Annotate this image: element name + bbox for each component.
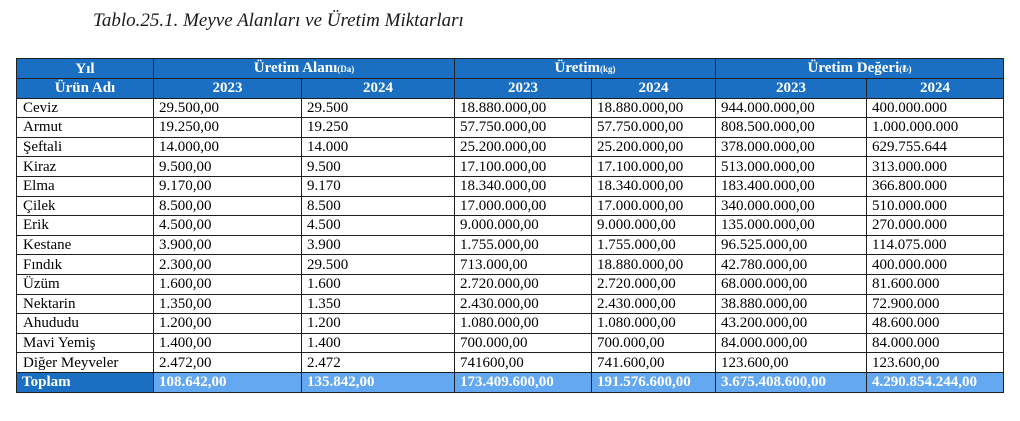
value-cell: 9.170,00 — [154, 176, 302, 196]
table-row — [17, 196, 1004, 216]
value-cell: 808.500.000,00 — [716, 118, 867, 138]
value-cell: 2.430.000,00 — [592, 294, 716, 314]
value-cell: 8.500,00 — [154, 196, 302, 216]
value-cell: 183.400.000,00 — [716, 176, 867, 196]
product-name-cell: Fındık — [17, 255, 154, 275]
table-row — [17, 274, 1004, 294]
value-cell: 19.250,00 — [154, 118, 302, 138]
table-row — [17, 235, 1004, 255]
table-row — [17, 314, 1004, 334]
total-cell: 135.842,00 — [302, 372, 455, 392]
table-footer — [17, 372, 1004, 392]
total-cell: 108.642,00 — [154, 372, 302, 392]
value-cell: 1.200 — [302, 314, 455, 334]
value-cell: 2.472,00 — [154, 353, 302, 373]
table-body — [17, 98, 1004, 372]
table-row — [17, 216, 1004, 236]
table-row — [17, 353, 1004, 373]
value-cell: 1.400 — [302, 333, 455, 353]
value-cell: 2.720.000,00 — [592, 274, 716, 294]
value-cell: 1.000.000.000 — [867, 118, 1004, 138]
value-cell: 1.350 — [302, 294, 455, 314]
product-name-cell: Şeftali — [17, 137, 154, 157]
header-year: 2024 — [302, 79, 455, 99]
value-cell: 1.080.000,00 — [455, 314, 592, 334]
header-group-unit: (Da) — [337, 64, 355, 74]
value-cell: 4.500 — [302, 216, 455, 236]
product-name-cell: Elma — [17, 176, 154, 196]
value-cell: 1.200,00 — [154, 314, 302, 334]
value-cell: 400.000.000 — [867, 255, 1004, 275]
value-cell: 378.000.000,00 — [716, 137, 867, 157]
value-cell: 1.350,00 — [154, 294, 302, 314]
header-row-years — [17, 79, 1004, 99]
value-cell: 25.200.000,00 — [592, 137, 716, 157]
value-cell: 700.000,00 — [592, 333, 716, 353]
value-cell: 1.755.000,00 — [455, 235, 592, 255]
product-name-cell: Ceviz — [17, 98, 154, 118]
value-cell: 741.600,00 — [592, 353, 716, 373]
table-row — [17, 98, 1004, 118]
total-cell: 4.290.854.244,00 — [867, 372, 1004, 392]
header-uretim-alani — [154, 59, 455, 79]
value-cell: 9.000.000,00 — [455, 216, 592, 236]
value-cell: 3.900,00 — [154, 235, 302, 255]
value-cell: 510.000.000 — [867, 196, 1004, 216]
value-cell: 17.100.000,00 — [455, 157, 592, 177]
value-cell: 1.600 — [302, 274, 455, 294]
product-name-cell: Nektarin — [17, 294, 154, 314]
header-uretim-degeri — [716, 59, 1004, 79]
value-cell: 4.500,00 — [154, 216, 302, 236]
value-cell: 84.000.000,00 — [716, 333, 867, 353]
value-cell: 9.500,00 — [154, 157, 302, 177]
value-cell: 629.755.644 — [867, 137, 1004, 157]
header-group-unit: (kg) — [600, 64, 616, 74]
value-cell: 14.000 — [302, 137, 455, 157]
value-cell: 38.880.000,00 — [716, 294, 867, 314]
value-cell: 57.750.000,00 — [455, 118, 592, 138]
header-uretim — [455, 59, 716, 79]
value-cell: 8.500 — [302, 196, 455, 216]
value-cell: 18.880.000,00 — [592, 255, 716, 275]
total-cell: 191.576.600,00 — [592, 372, 716, 392]
value-cell: 9.500 — [302, 157, 455, 177]
value-cell: 1.755.000,00 — [592, 235, 716, 255]
value-cell: 1.080.000,00 — [592, 314, 716, 334]
product-name-cell: Kestane — [17, 235, 154, 255]
value-cell: 42.780.000,00 — [716, 255, 867, 275]
table-row — [17, 255, 1004, 275]
header-group-label: Üretim Alanı — [253, 60, 338, 76]
value-cell: 43.200.000,00 — [716, 314, 867, 334]
value-cell: 18.880.000,00 — [592, 98, 716, 118]
value-cell: 17.000.000,00 — [592, 196, 716, 216]
value-cell: 1.400,00 — [154, 333, 302, 353]
product-name-cell: Mavi Yemiş — [17, 333, 154, 353]
value-cell: 48.600.000 — [867, 314, 1004, 334]
value-cell: 366.800.000 — [867, 176, 1004, 196]
product-name-cell: Çilek — [17, 196, 154, 216]
value-cell: 25.200.000,00 — [455, 137, 592, 157]
value-cell: 1.600,00 — [154, 274, 302, 294]
total-label: Toplam — [17, 372, 154, 392]
value-cell: 2.300,00 — [154, 255, 302, 275]
fruit-production-table — [16, 58, 1004, 393]
value-cell: 700.000,00 — [455, 333, 592, 353]
value-cell: 944.000.000,00 — [716, 98, 867, 118]
table-row — [17, 157, 1004, 177]
value-cell: 2.720.000,00 — [455, 274, 592, 294]
value-cell: 2.430.000,00 — [455, 294, 592, 314]
header-urun-adi: Ürün Adı — [17, 79, 154, 99]
value-cell: 340.000.000,00 — [716, 196, 867, 216]
value-cell: 9.000.000,00 — [592, 216, 716, 236]
value-cell: 713.000,00 — [455, 255, 592, 275]
table-header — [17, 59, 1004, 99]
total-cell: 3.675.408.600,00 — [716, 372, 867, 392]
value-cell: 29.500 — [302, 255, 455, 275]
header-group-label: Üretim — [554, 60, 601, 76]
value-cell: 29.500,00 — [154, 98, 302, 118]
header-group-unit: (₺) — [899, 64, 912, 74]
product-name-cell: Kiraz — [17, 157, 154, 177]
value-cell: 14.000,00 — [154, 137, 302, 157]
value-cell: 68.000.000,00 — [716, 274, 867, 294]
table-caption: Tablo.25.1. Meyve Alanları ve Üretim Miktarları — [93, 10, 464, 31]
product-name-cell: Diğer Meyveler — [17, 353, 154, 373]
value-cell: 123.600,00 — [867, 353, 1004, 373]
value-cell: 29.500 — [302, 98, 455, 118]
product-name-cell: Ahududu — [17, 314, 154, 334]
value-cell: 18.340.000,00 — [592, 176, 716, 196]
product-name-cell: Armut — [17, 118, 154, 138]
header-year: 2023 — [154, 79, 302, 99]
header-year: 2023 — [455, 79, 592, 99]
value-cell: 9.170 — [302, 176, 455, 196]
value-cell: 313.000.000 — [867, 157, 1004, 177]
value-cell: 3.900 — [302, 235, 455, 255]
value-cell: 84.000.000 — [867, 333, 1004, 353]
value-cell: 96.525.000,00 — [716, 235, 867, 255]
table-row — [17, 137, 1004, 157]
header-group-label: Üretim Değeri — [807, 60, 900, 76]
product-name-cell: Erik — [17, 216, 154, 236]
value-cell: 57.750.000,00 — [592, 118, 716, 138]
value-cell: 135.000.000,00 — [716, 216, 867, 236]
header-year: 2024 — [592, 79, 716, 99]
value-cell: 2.472 — [302, 353, 455, 373]
value-cell: 400.000.000 — [867, 98, 1004, 118]
value-cell: 513.000.000,00 — [716, 157, 867, 177]
header-year: 2024 — [867, 79, 1004, 99]
header-yil: Yıl — [17, 59, 154, 79]
value-cell: 17.100.000,00 — [592, 157, 716, 177]
value-cell: 18.880.000,00 — [455, 98, 592, 118]
table-row — [17, 118, 1004, 138]
header-row-groups — [17, 59, 1004, 79]
total-cell: 173.409.600,00 — [455, 372, 592, 392]
value-cell: 81.600.000 — [867, 274, 1004, 294]
value-cell: 17.000.000,00 — [455, 196, 592, 216]
total-row — [17, 372, 1004, 392]
value-cell: 123.600,00 — [716, 353, 867, 373]
value-cell: 19.250 — [302, 118, 455, 138]
value-cell: 741600,00 — [455, 353, 592, 373]
value-cell: 18.340.000,00 — [455, 176, 592, 196]
value-cell: 270.000.000 — [867, 216, 1004, 236]
product-name-cell: Üzüm — [17, 274, 154, 294]
value-cell: 114.075.000 — [867, 235, 1004, 255]
table-row — [17, 176, 1004, 196]
table-row — [17, 333, 1004, 353]
value-cell: 72.900.000 — [867, 294, 1004, 314]
header-year: 2023 — [716, 79, 867, 99]
table-row — [17, 294, 1004, 314]
